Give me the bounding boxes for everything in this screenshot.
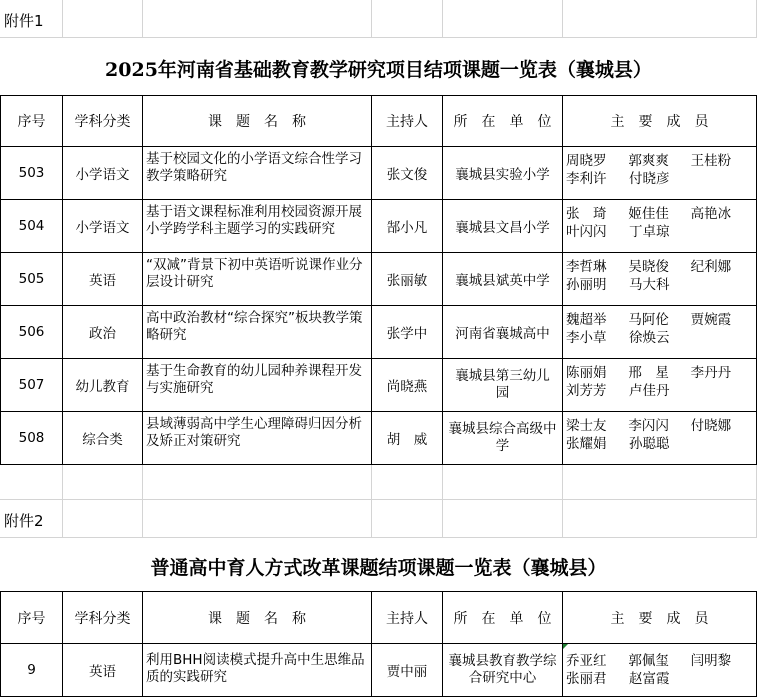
spacer-row [0,465,757,500]
annex2-row [0,500,757,538]
table1-header [0,95,757,147]
cell-host: 张丽敏 [372,253,443,306]
cell-subject: 小学语文 [63,200,143,253]
cell-members: 梁士友 李闪闪 付晓娜 张耀娟 孙聪聪 [563,412,757,465]
cell-subject: 小学语文 [63,147,143,200]
cell-members: 周晓罗 郭爽爽 王桂粉 李利许 付晓彦 [563,147,757,200]
cell-members: 魏超举 马阿伦 贾婉霞 李小草 徐焕云 [563,306,757,359]
cell-no: 504 [0,200,63,253]
cell-members: 张 琦 姬佳佳 高艳冰 叶闪闪 丁卓琼 [563,200,757,253]
header-subject: 学科分类 [63,591,143,644]
cell-unit: 河南省襄城高中 [443,306,563,359]
cell-no: 508 [0,412,63,465]
table-row [0,147,757,200]
cell-no: 507 [0,359,63,412]
cell-comment-marker [563,644,568,649]
cell-no: 506 [0,306,63,359]
cell-unit: 襄城县综合高级中学 [443,412,563,465]
cell-topic: “双减”背景下初中英语听说课作业分层设计研究 [143,253,372,306]
header-host: 主持人 [372,591,443,644]
cell-subject: 英语 [63,253,143,306]
cell-members: 乔亚红 郭佩玺 闫明黎 张丽君 赵富霞 [563,644,757,697]
cell-host: 张文俊 [372,147,443,200]
cell-host: 胡 威 [372,412,443,465]
header-host: 主持人 [372,95,443,147]
table-row [0,359,757,412]
cell-topic: 利用BHH阅读模式提升高中生思维品质的实践研究 [143,644,372,697]
cell-unit: 襄城县实验小学 [443,147,563,200]
title1-row [0,38,757,96]
header-topic: 课 题 名 称 [143,95,372,147]
header-topic: 课 题 名 称 [143,591,372,644]
cell-members: 陈丽娟 邢 星 李丹丹 刘芳芳 卢佳丹 [563,359,757,412]
header-unit: 所 在 单 位 [443,95,563,147]
cell-no: 503 [0,147,63,200]
annex1-row [0,0,757,38]
table-row [0,253,757,306]
cell-subject: 英语 [63,644,143,697]
cell-topic: 县域薄弱高中学生心理障碍归因分析及矫正对策研究 [143,412,372,465]
cell-subject: 综合类 [63,412,143,465]
header-subject: 学科分类 [63,95,143,147]
title1: 2025年河南省基础教育教学研究项目结项课题一览表（襄城县） [105,59,652,81]
table-row [0,200,757,253]
title2-row [0,538,757,592]
table-row [0,412,757,465]
cell-topic: 基于校园文化的小学语文综合性学习教学策略研究 [143,147,372,200]
cell-unit: 襄城县第三幼儿园 [443,359,563,412]
table2-header [0,591,757,644]
cell-no: 9 [0,644,63,697]
cell-unit: 襄城县文昌小学 [443,200,563,253]
cell-no: 505 [0,253,63,306]
header-unit: 所 在 单 位 [443,591,563,644]
cell-unit: 襄城县教育教学综合研究中心 [443,644,563,697]
header-no: 序号 [0,591,63,644]
table-row [0,306,757,359]
cell-host: 张学中 [372,306,443,359]
cell-subject: 政治 [63,306,143,359]
annex2-label: 附件2 [4,512,44,530]
header-members: 主 要 成 员 [563,591,757,644]
cell-unit: 襄城县斌英中学 [443,253,563,306]
cell-host: 贾中丽 [372,644,443,697]
cell-host: 郜小凡 [372,200,443,253]
title2: 普通高中育人方式改革课题结项课题一览表（襄城县） [150,557,607,579]
table-row [0,644,757,697]
cell-topic: 基于语文课程标准利用校园资源开展小学跨学科主题学习的实践研究 [143,200,372,253]
cell-topic: 基于生命教育的幼儿园种养课程开发与实施研究 [143,359,372,412]
cell-topic: 高中政治教材“综合探究”板块教学策略研究 [143,306,372,359]
cell-host: 尚晓燕 [372,359,443,412]
header-no: 序号 [0,95,63,147]
annex1-label: 附件1 [4,12,44,30]
cell-members: 李哲琳 吴晓俊 纪利娜 孙丽明 马大科 [563,253,757,306]
cell-subject: 幼儿教育 [63,359,143,412]
header-members: 主 要 成 员 [563,95,757,147]
